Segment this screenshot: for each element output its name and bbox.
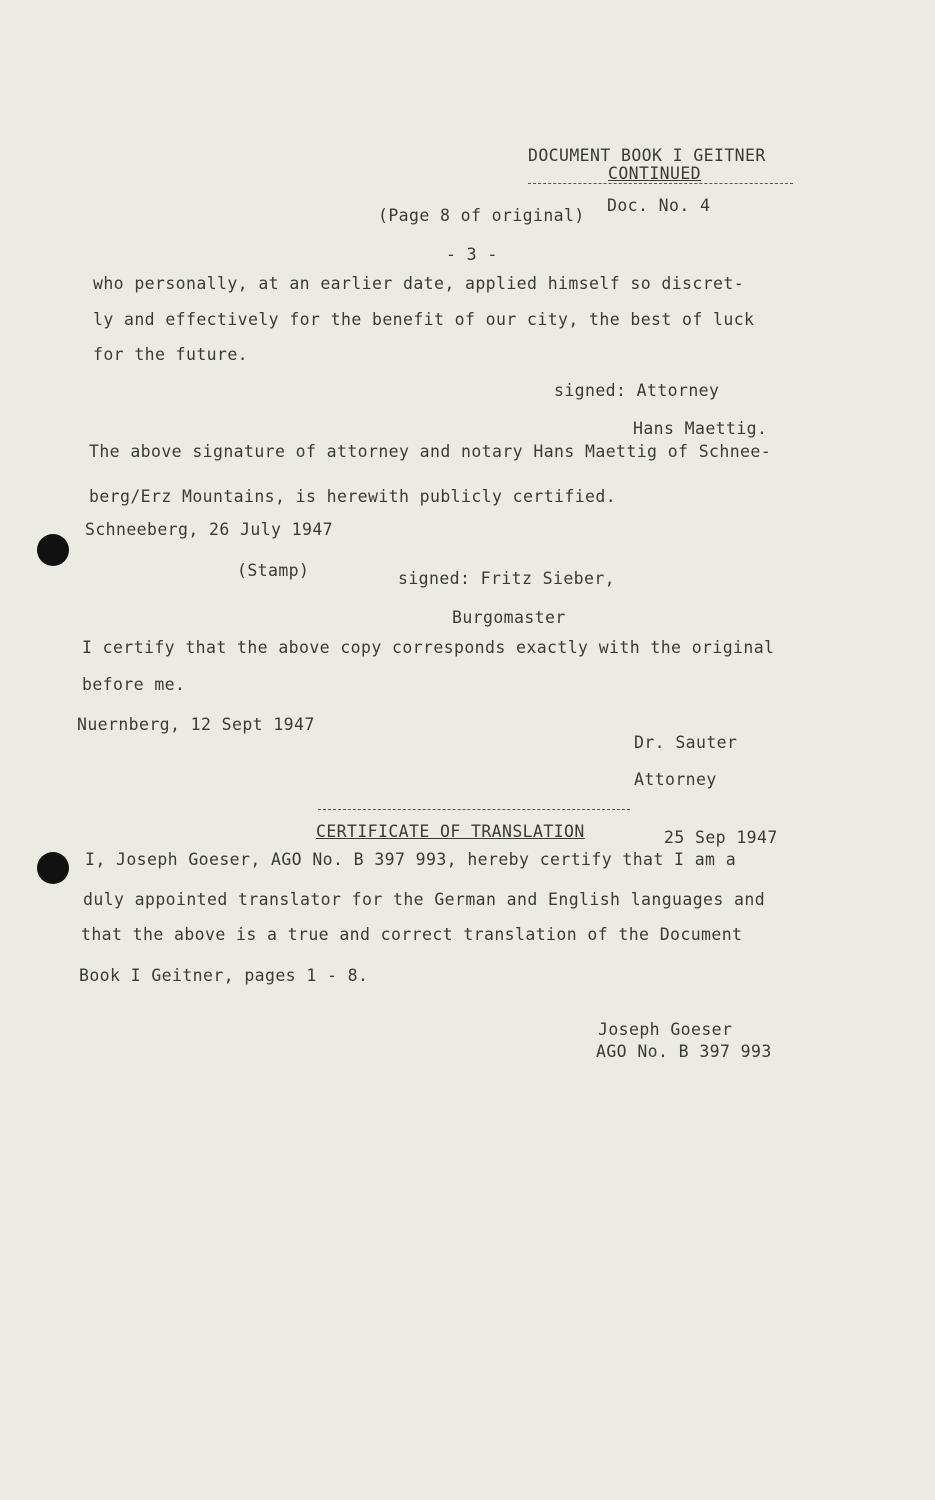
punch-hole-bottom [37, 852, 69, 884]
signed-attorney: signed: Attorney [554, 381, 720, 400]
continued-label: CONTINUED [608, 164, 702, 183]
header-underline [528, 183, 793, 184]
place-date: Schneeberg, 26 July 1947 [85, 520, 334, 539]
signed-mayor: signed: Fritz Sieber, [398, 569, 616, 588]
sauter-name: Dr. Sauter [634, 733, 738, 752]
translation-line: duly appointed translator for the German and English languages and [83, 890, 766, 909]
translation-date: 25 Sep 1947 [664, 828, 778, 847]
copy-certification-line: I certify that the above copy corresponds exactly with the original [82, 638, 775, 657]
mayor-title: Burgomaster [452, 608, 566, 627]
punch-hole-top [37, 534, 69, 566]
sauter-title: Attorney [634, 770, 717, 789]
attorney-name: Hans Maettig. [633, 419, 768, 438]
body-line: for the future. [93, 345, 249, 364]
translation-heading: CERTIFICATE OF TRANSLATION [316, 822, 585, 841]
translation-line: I, Joseph Goeser, AGO No. B 397 993, hereby certify that I am a [85, 850, 737, 869]
certification-line: The above signature of attorney and notary Hans Maettig of Schnee- [89, 442, 772, 461]
page-number: - 3 - [446, 245, 498, 264]
translation-line: Book I Geitner, pages 1 - 8. [79, 966, 369, 985]
certification-line: berg/Erz Mountains, is herewith publicly certified. [89, 487, 617, 506]
nuernberg-date: Nuernberg, 12 Sept 1947 [77, 715, 315, 734]
page-of-original: (Page 8 of original) [378, 206, 585, 225]
stamp-note: (Stamp) [237, 561, 310, 580]
translation-rule [318, 809, 630, 810]
translation-line: that the above is a true and correct translation of the Document [81, 925, 743, 944]
document-book-title: DOCUMENT BOOK I GEITNER [528, 146, 766, 165]
body-line: who personally, at an earlier date, applied himself so discret- [93, 274, 745, 293]
copy-certification-line: before me. [82, 675, 186, 694]
doc-number: Doc. No. 4 [607, 196, 711, 215]
signer-name: Joseph Goeser [598, 1020, 733, 1039]
signer-ago: AGO No. B 397 993 [596, 1042, 772, 1061]
body-line: ly and effectively for the benefit of our city, the best of luck [93, 310, 755, 329]
